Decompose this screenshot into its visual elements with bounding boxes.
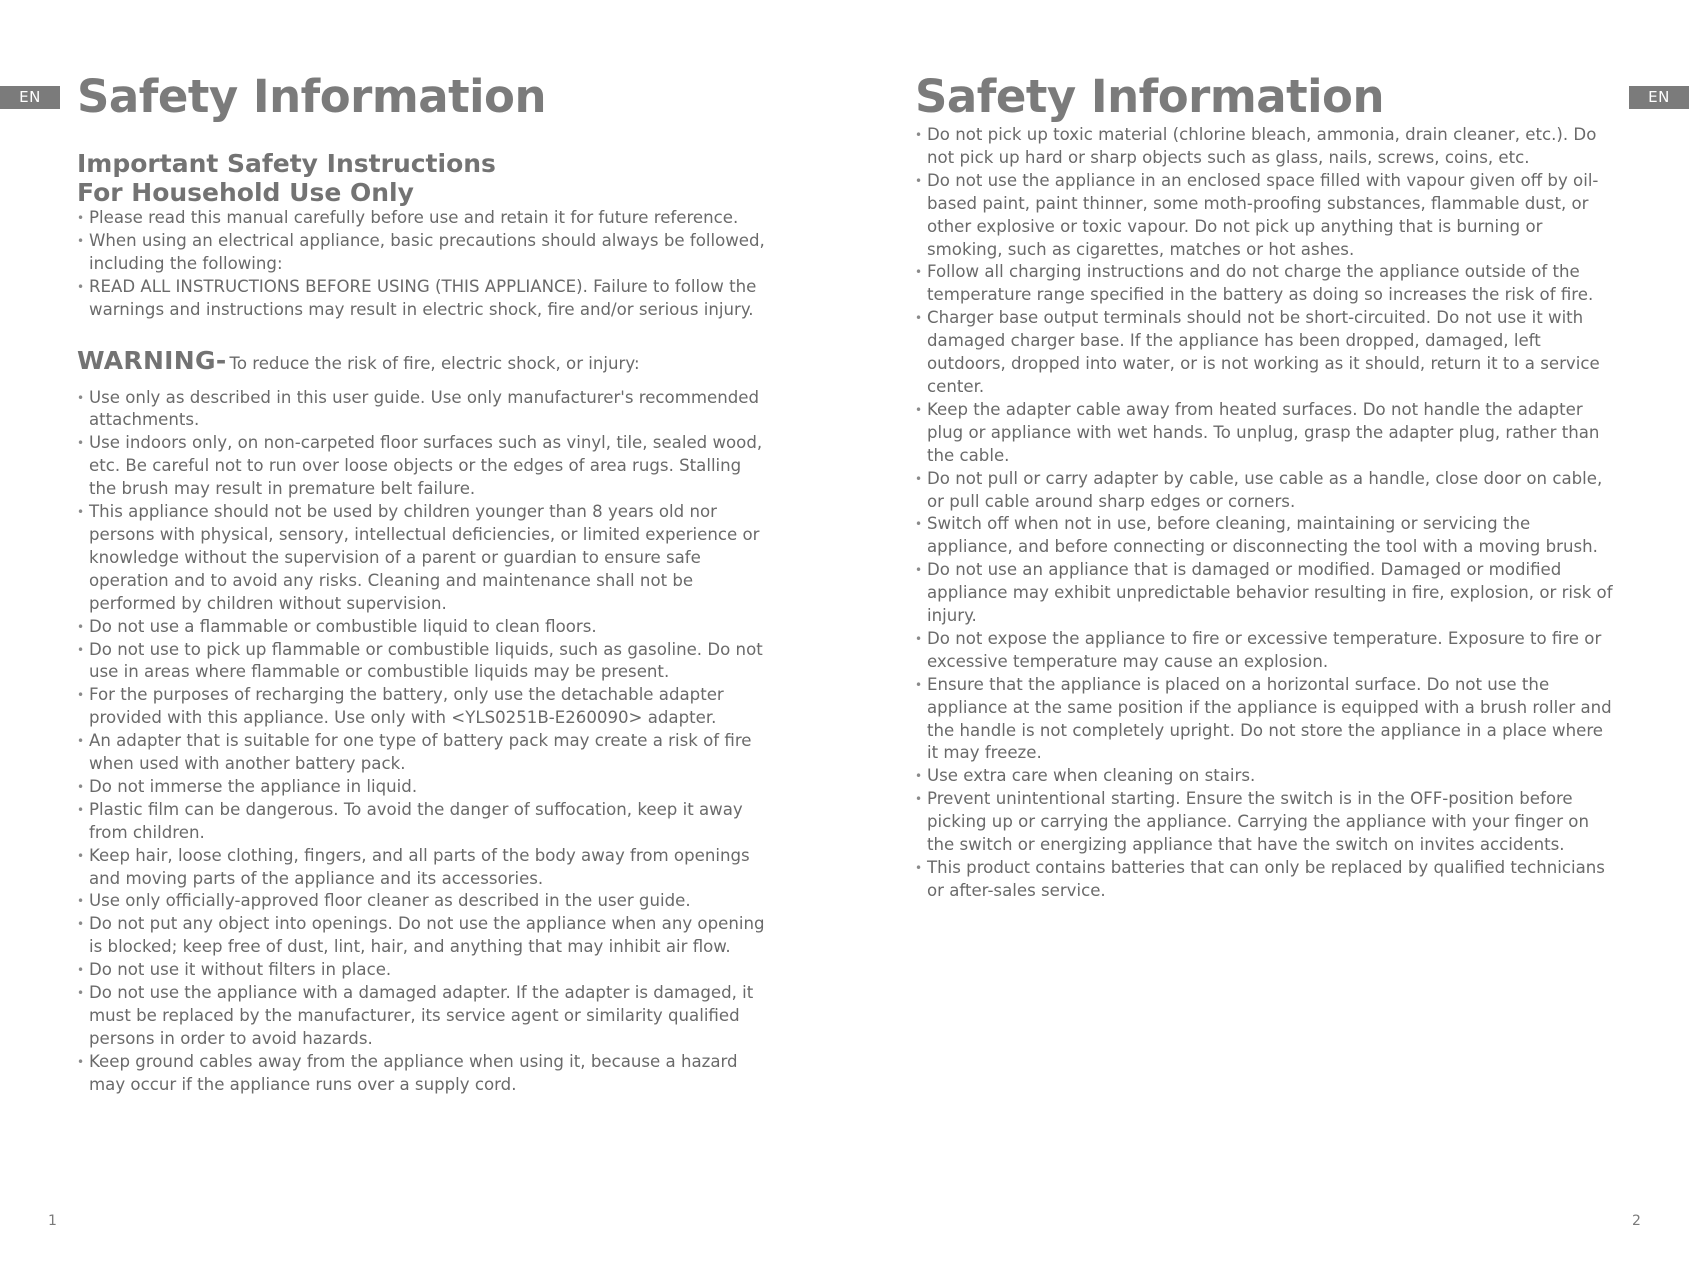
warning-heading	[77, 346, 769, 379]
intro-item: • Please read this manual carefully before use and retain it for future reference.	[77, 207, 769, 230]
page-number-right: 2	[1632, 1213, 1641, 1229]
intro-item: • When using an electrical appliance, basic precautions should always be followed, including the following:	[77, 230, 769, 276]
warning-item: • Use only officially-approved floor cleaner as described in the user guide.	[77, 890, 769, 913]
warning-item: • For the purposes of recharging the battery, only use the detachable adapter provided with this appliance. Use only with <YLS0251B-E260090> adapter.	[77, 684, 769, 730]
warning-item: • Use only as described in this user guide. Use only manufacturer's recommended attachments.	[77, 387, 769, 433]
warning-text: To reduce the risk of fire, electric shock, or injury:	[229, 353, 640, 373]
warning-item: • Keep hair, loose clothing, fingers, and all parts of the body away from openings and moving parts of the appliance and its accessories.	[77, 845, 769, 891]
safety-item: • Do not use the appliance in an enclosed space filled with vapour given off by oil-based paint, paint thinner, some moth-proofing substances, flammable dust, or other explosive or toxic vapour. Do not pick up anything that is burning or smoking, such as cigarettes, matches or hot ashes.	[915, 170, 1615, 262]
safety-item: • Do not pick up toxic material (chlorine bleach, ammonia, drain cleaner, etc.). Do not pick up hard or sharp objects such as glass, nails, screws, coins, etc.	[915, 124, 1615, 170]
warning-item: • This appliance should not be used by children younger than 8 years old nor persons with physical, sensory, intellectual deficiencies, or limited experience or knowledge without the supervision of a parent or guardian to ensure safe operation and to avoid any risks. Cleaning and maintenance shall not be performed by children without supervision.	[77, 501, 769, 616]
safety-item: • Charger base output terminals should not be short-circuited. Do not use it with damaged charger base. If the appliance has been dropped, damaged, left outdoors, dropped into water, or is not working as it should, return it to a service center.	[915, 307, 1615, 399]
safety-item: • Use extra care when cleaning on stairs.	[915, 765, 1615, 788]
intro-item: • READ ALL INSTRUCTIONS BEFORE USING (THIS APPLIANCE). Failure to follow the warnings and instructions may result in electric shock, fire and/or serious injury.	[77, 276, 769, 322]
safety-item: • Prevent unintentional starting. Ensure the switch is in the OFF-position before picking up or carrying the appliance. Carrying the appliance with your finger on the switch or energizing appliance that have the switch on invites accidents.	[915, 788, 1615, 857]
safety-item: • Switch off when not in use, before cleaning, maintaining or servicing the appliance, and before connecting or disconnecting the tool with a moving brush.	[915, 513, 1615, 559]
subtitle-line-1: Important Safety Instructions	[77, 149, 496, 178]
warning-item: • Do not immerse the appliance in liquid.	[77, 776, 769, 799]
right-safety-list	[915, 124, 1615, 903]
intro-list	[77, 207, 769, 322]
warning-item: • Plastic film can be dangerous. To avoid the danger of suffocation, keep it away from children.	[77, 799, 769, 845]
warning-item: • Keep ground cables away from the appliance when using it, because a hazard may occur if the appliance runs over a supply cord.	[77, 1051, 769, 1097]
right-page	[915, 70, 1615, 903]
subtitle	[77, 149, 769, 207]
safety-item: • Ensure that the appliance is placed on a horizontal surface. Do not use the appliance at the same position if the appliance is equipped with a brush roller and the handle is not completely upright. Do not store the appliance in a place where it may freeze.	[915, 674, 1615, 766]
warning-item: • Do not use it without filters in place.	[77, 959, 769, 982]
warning-item: • Do not put any object into openings. Do not use the appliance when any opening is blocked; keep free of dust, lint, hair, and anything that may inhibit air flow.	[77, 913, 769, 959]
warning-item: • An adapter that is suitable for one type of battery pack may create a risk of fire when used with another battery pack.	[77, 730, 769, 776]
warning-item: • Do not use the appliance with a damaged adapter. If the adapter is damaged, it must be replaced by the manufacturer, its service agent or similarity qualified persons in order to avoid hazards.	[77, 982, 769, 1051]
safety-item: • Follow all charging instructions and do not charge the appliance outside of the temperature range specified in the battery as doing so increases the risk of fire.	[915, 261, 1615, 307]
safety-item: • Do not pull or carry adapter by cable, use cable as a handle, close door on cable, or pull cable around sharp edges or corners.	[915, 468, 1615, 514]
safety-item: • Do not use an appliance that is damaged or modified. Damaged or modified appliance may exhibit unpredictable behavior resulting in fire, explosion, or risk of injury.	[915, 559, 1615, 628]
warning-item: • Do not use to pick up flammable or combustible liquids, such as gasoline. Do not use in areas where flammable or combustible liquids may be present.	[77, 639, 769, 685]
safety-item: • Keep the adapter cable away from heated surfaces. Do not handle the adapter plug or appliance with wet hands. To unplug, grasp the adapter plug, rather than the cable.	[915, 399, 1615, 468]
right-page-title: Safety Information	[915, 70, 1384, 123]
warning-label: WARNING-	[77, 345, 227, 375]
warning-item: • Do not use a flammable or combustible liquid to clean floors.	[77, 616, 769, 639]
warning-list	[77, 387, 769, 1097]
safety-item: • This product contains batteries that can only be replaced by qualified technicians or after-sales service.	[915, 857, 1615, 903]
warning-item: • Use indoors only, on non-carpeted floor surfaces such as vinyl, tile, sealed wood, etc. Be careful not to run over loose objects or the edges of area rugs. Stalling the brush may result in premature belt failure.	[77, 432, 769, 501]
page-number-left: 1	[48, 1213, 57, 1229]
subtitle-line-2: For Household Use Only	[77, 178, 414, 207]
language-tab-left: EN	[0, 86, 60, 109]
language-tab-right: EN	[1629, 86, 1689, 109]
left-page	[77, 70, 769, 1097]
safety-item: • Do not expose the appliance to fire or excessive temperature. Exposure to fire or excessive temperature may cause an explosion.	[915, 628, 1615, 674]
left-page-title: Safety Information	[77, 70, 546, 123]
